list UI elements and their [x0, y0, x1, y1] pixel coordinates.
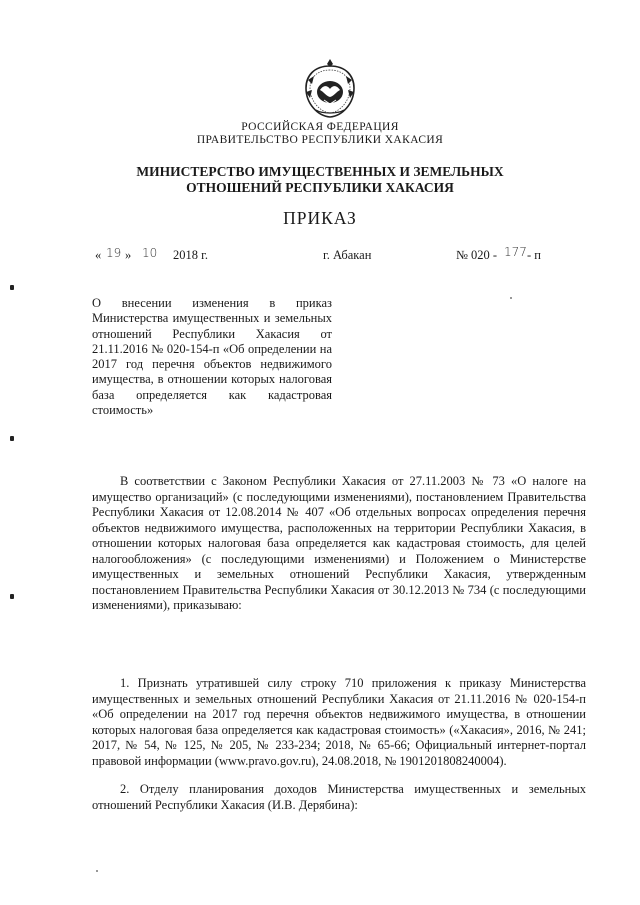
clause-2-paragraph: 2. Отделу планирования доходов Министерства имущественных и земельных отношений Республики Хакасия (И.В. Дерябина): — [92, 782, 586, 812]
scan-speck — [510, 297, 512, 299]
ministry-title: МИНИСТЕРСТВО ИМУЩЕСТВЕННЫХ И ЗЕМЕЛЬНЫХ ОТНОШЕНИЙ РЕСПУБЛИКИ ХАКАСИЯ — [136, 164, 504, 195]
order-number-suffix: - п — [527, 248, 541, 262]
preamble-paragraph: В соответствии с Законом Республики Хакасия от 27.11.2003 № 73 «О налоге на имущество организаций» (с последующими изменениями), постановлением Правительства Республики Хакасия от 12.08.2014 № 407 «Об отдельных вопросах определения перечня объектов недвижимого имущества, расположенных на территории Республики Хакасия, в отношении которых налоговая база определяется как кадастровая стоимость, для целей налогообложения» (с последующими изменениями) и Положением о Министерстве имущественных и земельных отношений Республики Хакасия, утвержденным постановлением Правительства Республики Хакасия от 30.12.2013 № 734 (с последующими изменениями), приказываю: — [92, 474, 586, 612]
punch-mark — [10, 436, 14, 441]
punch-mark — [10, 594, 14, 599]
header-government: ПРАВИТЕЛЬСТВО РЕСПУБЛИКИ ХАКАСИЯ — [196, 134, 444, 146]
date-open-quote: « — [95, 248, 102, 262]
date-close-quote: » — [125, 248, 132, 262]
city: г. Абакан — [323, 248, 372, 262]
date-month: 10 — [142, 246, 158, 260]
date-day: 19 — [106, 246, 122, 260]
header-country: РОССИЙСКАЯ ФЕДЕРАЦИЯ — [241, 121, 399, 133]
document-type: ПРИКАЗ — [283, 208, 357, 228]
clause-1-paragraph: 1. Признать утратившей силу строку 710 приложения к приказу Министерства имущественных и земельных отношений Республики Хакасия от 21.11.2016 № 020-154-п «Об определении на 2017 год перечня объектов недвижимого имущества, в отношении которых налоговая база определяется как кадастровая стоимость» («Хакасия», 2016, № 241; 2017, № 54, № 125, № 205, № 233-234; 2018, № 65-66; Официальный интернет-портал правовой информации (www.pravo.gov.ru), 24.08.2018, № 1901201808240004). — [92, 676, 586, 768]
order-number-prefix: № 020 - — [456, 248, 498, 262]
order-subject: О внесении изменения в приказ Министерства имущественных и земельных отношений Республики Хакасия от 21.11.2016 № 020-154-п «Об определении на 2017 год перечня объектов недвижимого имущества, в отношении которых налоговая база определяется как кадастровая стоимость» — [92, 296, 332, 418]
order-number: 177 — [504, 245, 527, 259]
coat-of-arms-emblem — [300, 56, 360, 120]
scan-speck — [96, 870, 98, 872]
punch-mark — [10, 285, 14, 290]
date-year: 2018 г. — [173, 248, 208, 262]
